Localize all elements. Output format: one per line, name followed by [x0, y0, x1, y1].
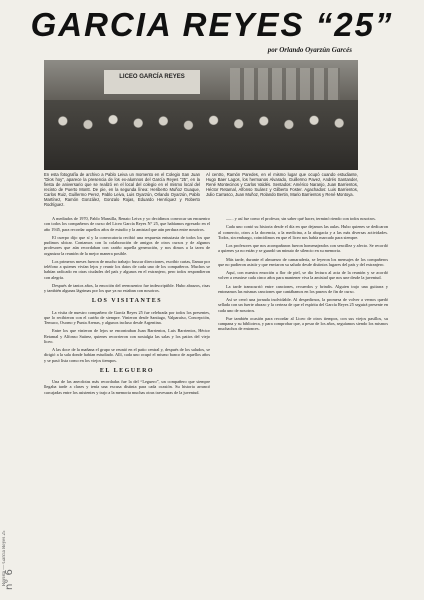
photo-caption-right: Al centro, Ramón Paredes, en el mismo lugar que ocupó cuando estudiante, Hugo Baer Lagos, los hermanos Alvarado, Guillermo Pavez, Andrés Santander, René Montecinos y Carlos Valdés. Sentados: Américo Naranjo, Juan Barrientos, Héctor Retamal, Alfonso Suárez y Gilberto Foster. Agachados: Luis Barrientos, Julio Carrasco, Juan Muñoz, Rolando Bertin, Mario Barrientos y René Montoya. [206, 172, 358, 197]
group-photo [44, 60, 358, 170]
photo-caption-left: En esta fotografía de archivo a Pablo Leiva un momento en el Colegio San Juan “Dios hoy”, aparece la presencia de los ex-alumnos del García Reyes “25”, en la fiesta de aniversario que se realizó en el local del colegio en el mismo local del recinto de Puerto Montt. De pie, en la segunda línea: Heriberto Muñoz Guaque, Carlos Ruiz, Guillermo Perez, Pablo Leiva, Luis Oyarzún, Orlando Oyarzún, Pablo Martínez, Ramón González, Gonzalo Rojas, Eduardo Henríquez y Roberto Rodríguez. [44, 172, 200, 207]
paragraph: Una de las anecdotas más recordadas fue la del “Leguero”, un compañero que siempre llegaba tarde a clases y tenía una excusa distinta para cada ocasión. Su historia arrancó carcajadas entre los asistentes y trajo a la memoria muchas otras travesuras de la juventud. [44, 379, 210, 395]
paragraph: A mediados de 1970, Pablo Mansilla, Renato Leiva y yo decidimos convocar un encuentro con todos los compañeros de curso del Liceo García Reyes N° 25, que habíamos egresado en el año 1945, para recordar aquellos años de estudio y la amistad que aún perdura entre nosotros. [44, 216, 210, 232]
article-column-left [44, 216, 210, 596]
paragraph: Los primeros meses fueron de mucho trabajo: buscar direcciones, escribir cartas, llamar por teléfono a quienes vivían lejos y reunir los datos de cada uno de los compañeros. Muchos se habían radicado en otras ciudades del país y algunos en el extranjero, pero todos respondieron con alegría. [44, 258, 210, 280]
handwritten-mark: n° 6 [4, 569, 15, 590]
paragraph: La visita de nuestro compañero de García Reyes 25 fue celebrada por todos los presentes, que lo recibieron con el cariño de siempre. Vinieron desde Santiago, Valparaíso, Concepción, Temuco, Osorno y Punta Arenas, y algunos incluso desde Argentina. [44, 309, 210, 325]
paragraph: Cada uno contó su historia desde el día en que dejamos las aulas. Hubo quienes se dedicaron al comercio, otros a la docencia, a la medicina, a la abogacía y a las más diversas actividades. Todos, sin embargo, coincidimos en que el liceo nos había marcado para siempre. [218, 224, 388, 240]
paragraph: A las doce de la mañana el grupo se reunió en el patio central y, después de los saludos, se dirigió a la sala donde habían estudiado. Allí, cada uno ocupó el mismo banco de aquellos años y se pasó lista como en los viejos tiempos. [44, 347, 210, 363]
paragraph: Entre los que vinieron de lejos se encontraban Juan Barrientos, Luis Barrientos, Héctor Retamal y Alfonso Suárez, quienes recorrieron con nostalgia las salas y los patios del viejo liceo. [44, 328, 210, 344]
paragraph: Más tarde, durante el almuerzo de camaradería, se leyeron los mensajes de los compañeros que no pudieron asistir y que enviaron su saludo desde distintos lugares del país y del extranjero. [218, 256, 388, 267]
paragraph: Después de tantos años, la emoción del reencuentro fue indescriptible. Hubo abrazos, risas y también algunas lágrimas por los que ya no estaban con nosotros. [44, 282, 210, 293]
paragraph: Aquí, con nuestra emoción a flor de piel, se dio lectura al acta de la reunión y se acordó volver a reunirse cada cinco años para mantener viva la amistad que nos une desde la juventud. [218, 270, 388, 281]
paragraph: Fue también ocasión para recordar al Liceo de otros tiempos, con sus viejos pasillos, su campana y su biblioteca, y para comprobar que, a pesar de los años, seguíamos siendo los mismos muchachos de entonces. [218, 315, 388, 332]
photo-crowd [44, 100, 358, 170]
photo-banner: LICEO GARCÍA REYES [104, 70, 200, 94]
article-column-right [218, 216, 388, 596]
margin-note: Revista — García Reyes 25 [2, 530, 7, 586]
paragraph: El cuerpo dijo que sí y la convocatoria recibió una respuesta entusiasta de todos los que pudimos ubicar. Contamos con la colaboración de amigos de otros cursos y de algunos profesores que aún recordaban con cariño aquella generación, y nos dimos a la tarea de organizar la reunión de la mejor manera posible. [44, 234, 210, 256]
paragraph: Los profesores que nos acompañaron fueron homenajeados con sencillez y afecto. Se recordó a quienes ya no están y se guardó un minuto de silencio en su memoria. [218, 243, 388, 254]
article-byline: por Orlando Oyarzún Garcés [267, 46, 352, 54]
section-heading-visitantes: LOS VISITANTES [91, 298, 163, 305]
section-heading-leguero: EL LEGUERO [99, 367, 155, 374]
paragraph: La tarde transcurrió entre canciones, recuerdos y brindis. Alguien trajo una guitarra y entonamos las mismas canciones que cantábamos en los paseos de fin de curso. [218, 283, 388, 294]
article-title: GARCIA REYES “25” [30, 6, 394, 43]
paragraph: Así se cerró una jornada inolvidable. Al despedirnos, la promesa de volver a vernos quedó sellada con un fuerte abrazo y la certeza de que el espíritu del García Reyes 25 seguirá presente en cada uno de nosotros. [218, 297, 388, 313]
paragraph: —... y así fue como el profesor, sin saber qué hacer, terminó riendo con todos nosotros. [226, 216, 376, 221]
